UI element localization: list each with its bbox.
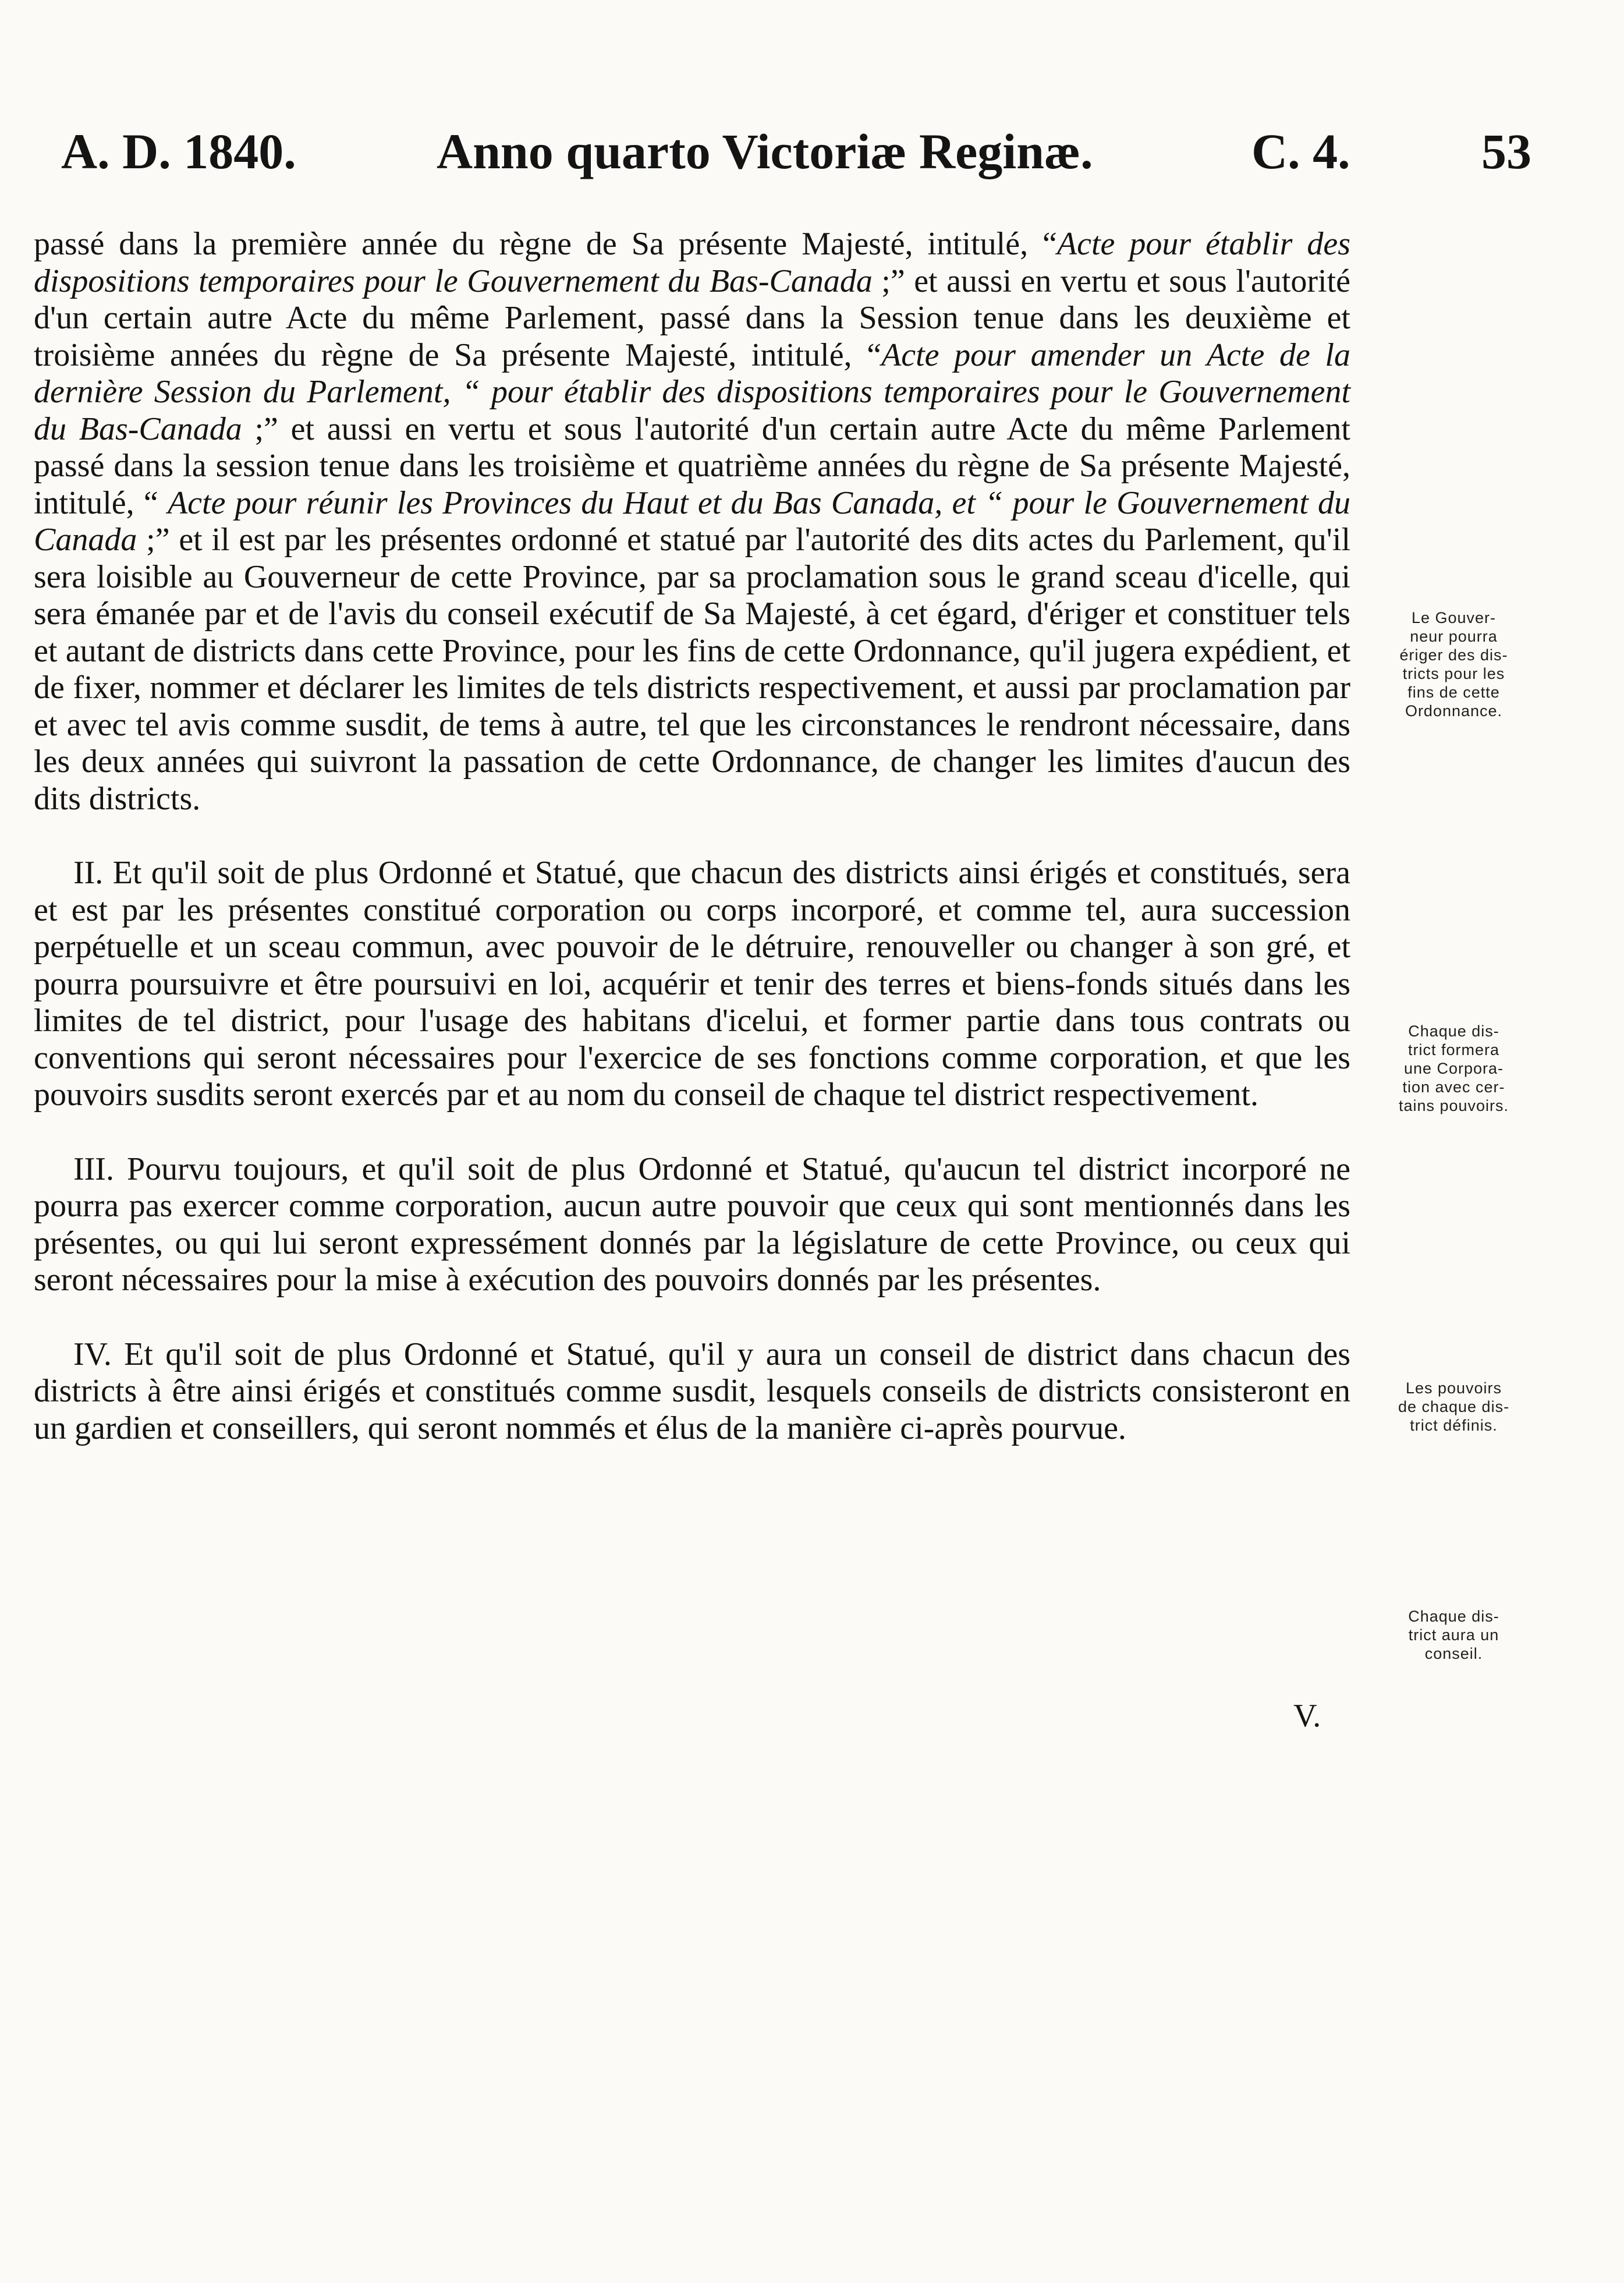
margin-note-line: tricts pour les [1402,665,1505,682]
margin-note-3 [1365,1379,1543,1435]
text-segment: passé dans la première année du règne de Sa présente Majesté, intitulé, “ [34,226,1057,262]
margin-note-line: ériger des dis- [1399,646,1508,664]
paragraph-2 [34,855,1350,1114]
running-header [61,119,1540,183]
margin-note-line: trict aura un [1408,1626,1499,1644]
catchword: V. [1293,1698,1321,1734]
header-title: Anno quarto Victoriæ Reginæ. [437,123,1093,179]
margin-note-line: fins de cette [1407,684,1500,701]
margin-note-line: tion avec cer- [1402,1078,1505,1096]
margin-note-4 [1365,1607,1543,1663]
text-segment: ;” et il est par les présentes ordonné et statué par l'autorité des dits actes du Parlement, qu'il sera loisible au Gouverneur de cette Province, par sa proclamation sous le grand sceau d'icelle, qui sera émanée par et de l'avis du conseil exécutif de Sa Majesté, à cet égard, d'ériger et constituer tels et autant de districts dans cette Province, pour les fins de cette Ordonnance, qu'il jugera expédient, et de fixer, nommer et déclarer les limites de tels districts respectivement, et aussi par proclamation par et avec tel avis comme susdit, de tems à autre, tel que les circonstances le rendront nécessaire, dans les deux années qui suivront la passation de cette Ordonnance, de changer les limites d'aucun des dits districts. [34,522,1350,817]
text-segment: III. Pourvu toujours, et qu'il soit de plus Ordonné et Statué, qu'aucun tel district incorporé ne pourra pas exercer comme corporation, aucun autre pouvoir que ceux qui sont mentionnés dans les présentes, ou qui lui seront expressément donnés par la législature de cette Province, ou ceux qui seront nécessaires pour la mise à exécution des pouvoirs donnés par les présentes. [34,1151,1350,1298]
italic-title-segment: Acte pour réunir les Provinces du Haut et du Bas Canada, et “ pour le Gouvernement du Canada [34,484,1350,558]
margin-note-line: Le Gouver- [1411,609,1497,627]
paragraph-4 [34,1336,1350,1447]
text-segment: II. Et qu'il soit de plus Ordonné et Statué, que chacun des districts ainsi érigés et constitués, sera et est par les présentes constitué corporation ou corps incorporé, et comme tel, aura succession perpétuelle et un sceau commun, avec pouvoir de le détruire, renouveller ou changer à son gré, et pourra poursuivre et être poursuivi en loi, acquérir et tenir des terres et biens-fonds situés dans les limites de tel district, pour l'usage des habitans d'icelui, et former partie dans tous contrats ou conventions qui seront nécessaires pour l'exercice de ses fonctions comme corporation, et que les pouvoirs susdits seront exercés par et au nom du conseil de chaque tel district respectivement. [34,855,1350,1113]
paragraph-1 [34,226,1350,817]
body-text [34,226,1350,1447]
margin-note-line: trict formera [1407,1041,1500,1059]
margin-note-line: Les pouvoirs [1405,1379,1502,1397]
paragraph-3 [34,1151,1350,1299]
header-year: A. D. 1840. [61,123,296,179]
margin-note-line: une Corpora- [1403,1060,1504,1077]
margin-note-line: conseil. [1424,1645,1483,1662]
header-chapter: C. 4. [1251,123,1350,179]
margin-note-line: neur pourra [1410,628,1498,645]
margin-note-line: Chaque dis- [1408,1022,1499,1040]
margin-note-1 [1365,608,1543,720]
text-segment: ;” et aussi en vertu et sous l'autorité d'un certain autre Acte du même Parlement, passé dans la Session tenue dans les deuxième et troisième années du règne de Sa présente Majesté, intitulé, “ [34,263,1350,373]
margin-note-line: trict définis. [1410,1417,1498,1434]
margin-note-2 [1365,1022,1543,1115]
italic-title-segment: Acte pour amender un Acte de la dernière Session du Parlement, “ pour établir des dispositions temporaires pour le Gouvernement du Bas-Canada [34,337,1350,447]
margin-note-line: Chaque dis- [1408,1608,1499,1625]
margin-note-line: de chaque dis- [1398,1398,1510,1415]
margin-note-line: Ordonnance. [1405,702,1503,720]
text-segment: IV. Et qu'il soit de plus Ordonné et Statué, qu'il y aura un conseil de district dans chacun des districts à être ainsi érigés et constitués comme susdit, lesquels conseils de districts consisteront en un gardien et conseillers, qui seront nommés et élus de la manière ci-après pourvue. [34,1336,1350,1446]
page-number: 53 [1481,123,1531,179]
margin-note-line: tains pouvoirs. [1398,1097,1509,1114]
text-segment: ;” et aussi en vertu et sous l'autorité d'un certain autre Acte du même Parlement passé dans la session tenue dans les troisième et quatrième années du règne de Sa présente Majesté, intitulé, “ [34,410,1350,521]
italic-title-segment: Acte pour établir des dispositions temporaires pour le Gouvernement du Bas-Canada [34,226,1350,299]
